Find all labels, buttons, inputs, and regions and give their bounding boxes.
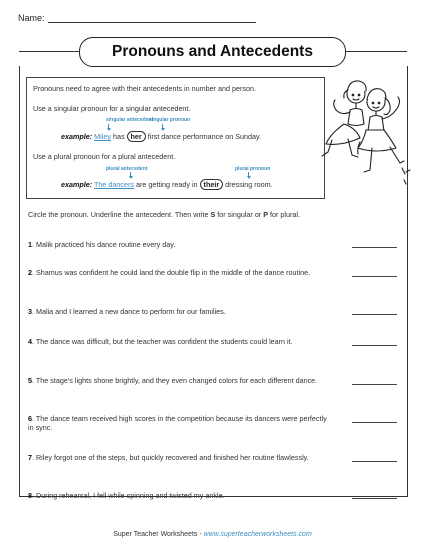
- plural-example: [61, 179, 273, 190]
- answer-blank-1[interactable]: [352, 247, 397, 248]
- answer-blank-7[interactable]: [352, 461, 397, 462]
- singular-example: [61, 131, 261, 142]
- question-2: [28, 268, 326, 277]
- answer-blank-6[interactable]: [352, 422, 397, 423]
- intro-text: Pronouns need to agree with their antecedents in number and person.: [33, 84, 256, 93]
- question-number: 5: [28, 376, 32, 385]
- arrow-down-icon: [108, 124, 109, 130]
- question-number: 1: [28, 240, 32, 249]
- singular-end: first dance performance on Sunday.: [147, 132, 262, 141]
- question-text: . Riley forgot one of the steps, but quickly recovered and finished her routine flawlessly.: [32, 453, 309, 462]
- plural-pronoun: their: [200, 179, 224, 190]
- name-field[interactable]: [48, 22, 256, 23]
- question-number: 6: [28, 414, 32, 423]
- plural-end: dressing room.: [225, 180, 273, 189]
- question-text: . The dance team received high scores in the competition because its dancers were perfectly in sync.: [28, 414, 327, 432]
- answer-blank-4[interactable]: [352, 345, 397, 346]
- instructions: [28, 210, 300, 219]
- instructions-middle: for singular or: [215, 210, 264, 219]
- question-7: [28, 453, 333, 462]
- plural-rule: Use a plural pronoun for a plural antecedent.: [33, 152, 176, 161]
- question-3: [28, 307, 328, 316]
- dancing-girls-icon: [318, 72, 413, 202]
- footer-site: Super Teacher Worksheets -: [113, 531, 204, 538]
- example-label: example:: [61, 132, 93, 141]
- question-number: 2: [28, 268, 32, 277]
- arrow-down-icon: [130, 172, 131, 178]
- question-number: 4: [28, 337, 32, 346]
- example-label: example:: [61, 180, 93, 189]
- question-number: 7: [28, 453, 32, 462]
- title-rule-left: [19, 51, 80, 52]
- singular-pronoun: her: [127, 131, 146, 142]
- answer-blank-2[interactable]: [352, 276, 397, 277]
- page-title: Pronouns and Antecedents: [79, 37, 346, 67]
- answer-blank-5[interactable]: [352, 384, 397, 385]
- plural-antecedent-tag: plural antecedent: [106, 166, 148, 172]
- arrow-down-icon: [248, 172, 249, 178]
- singular-antecedent: Miley: [94, 132, 111, 141]
- instructions-after: for plural.: [268, 210, 300, 219]
- question-text: . The dance was difficult, but the teacher was confident the students could learn it.: [32, 337, 293, 346]
- plural-code: P: [263, 210, 268, 219]
- title-rule-right: [344, 51, 407, 52]
- plural-mid: are getting ready in: [136, 180, 198, 189]
- instructions-before: Circle the pronoun. Underline the antecedent. Then write: [28, 210, 211, 219]
- singular-code: S: [210, 210, 216, 219]
- footer-url[interactable]: www.superteacherworksheets.com: [203, 531, 312, 538]
- question-1: [28, 240, 328, 249]
- singular-antecedent-tag: singular antecedent: [106, 117, 154, 123]
- answer-blank-3[interactable]: [352, 314, 397, 315]
- question-4: [28, 337, 333, 346]
- question-text: . During rehearsal, I fell while spinning and twisted my ankle.: [32, 491, 225, 500]
- question-text: . Malia and I learned a new dance to perform for our families.: [32, 307, 226, 316]
- question-text: . Shamus was confident he could land the double flip in the middle of the dance routine.: [32, 268, 311, 277]
- footer: [0, 531, 425, 538]
- question-text: . Malik practiced his dance routine every day.: [32, 240, 176, 249]
- answer-blank-8[interactable]: [352, 498, 397, 499]
- question-number: 3: [28, 307, 32, 316]
- plural-pronoun-tag: plural pronoun: [235, 166, 271, 172]
- singular-rule: Use a singular pronoun for a singular antecedent.: [33, 104, 191, 113]
- name-label: Name:: [18, 13, 45, 23]
- singular-mid: has: [112, 132, 125, 141]
- question-6: [28, 414, 333, 432]
- plural-antecedent: The dancers: [94, 180, 134, 189]
- question-number: 8: [28, 491, 32, 500]
- question-8: [28, 491, 328, 500]
- question-text: . The stage’s lights shone brightly, and they even changed colors for each different dance.: [32, 376, 318, 385]
- arrow-down-icon: [162, 124, 163, 130]
- question-5: [28, 376, 318, 385]
- singular-pronoun-tag: singular pronoun: [149, 117, 191, 123]
